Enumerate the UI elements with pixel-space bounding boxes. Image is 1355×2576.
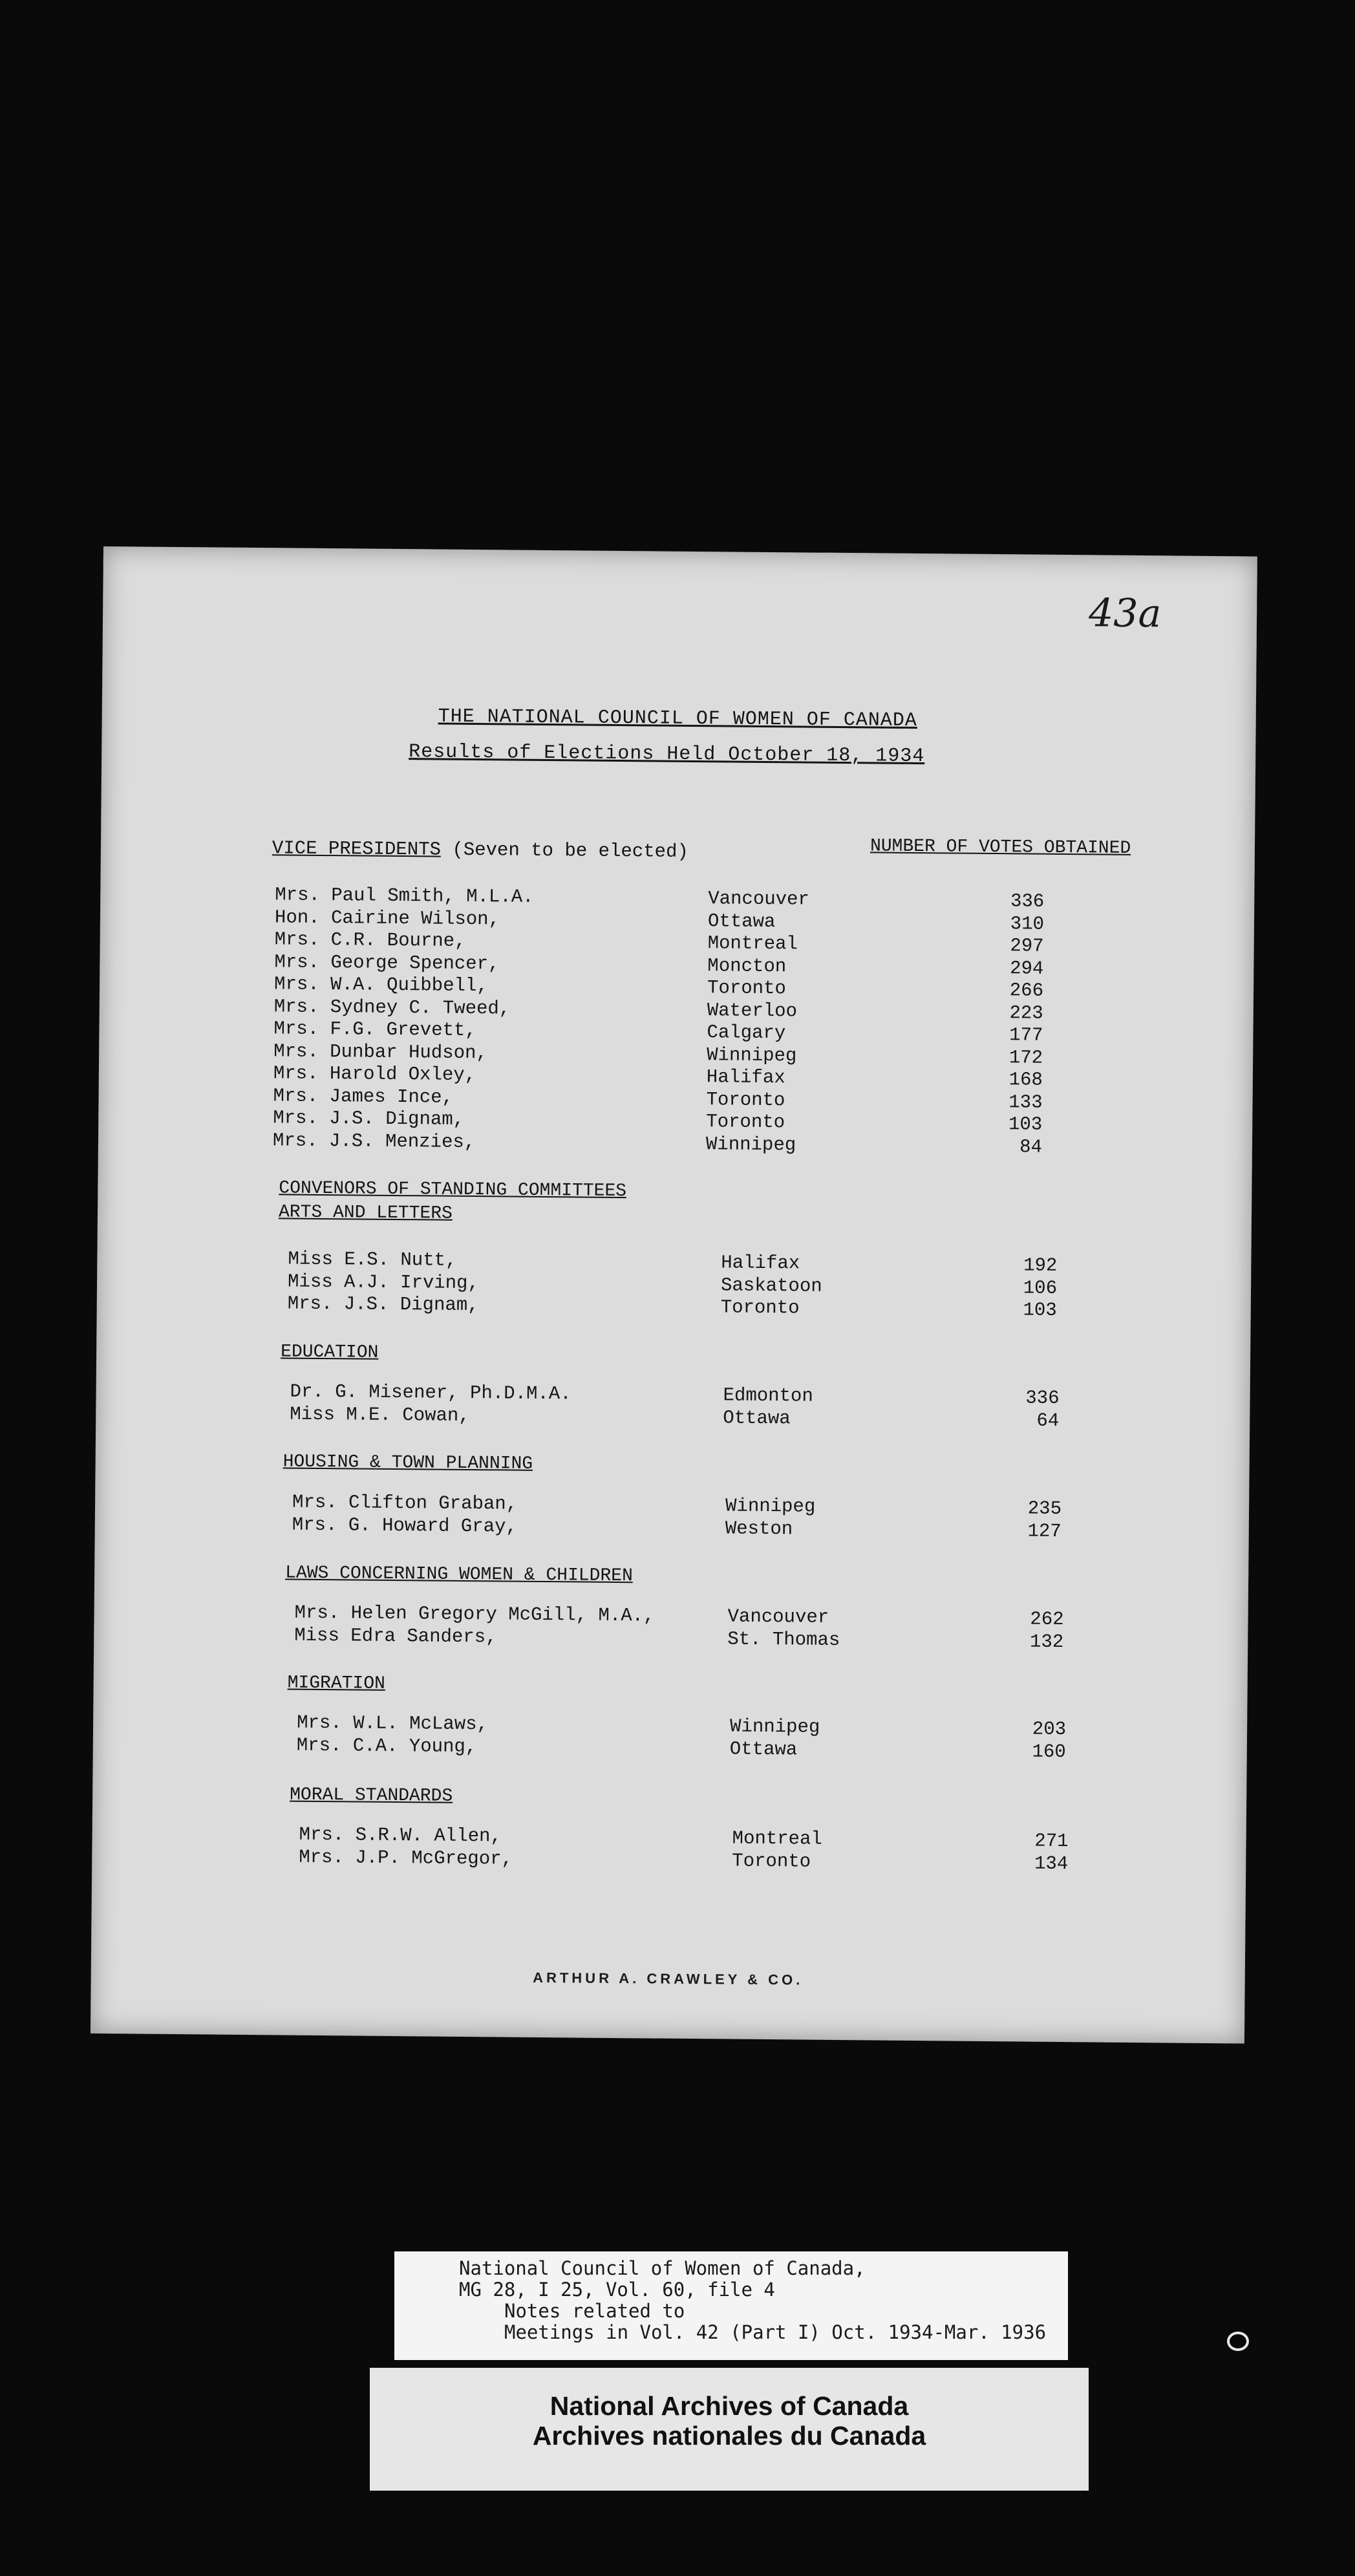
candidate-city: Waterloo (707, 999, 798, 1022)
candidate-votes: 266 (1009, 980, 1044, 1002)
candidate-city: Winnipeg (705, 1133, 796, 1155)
candidate-city: Vancouver (727, 1605, 829, 1628)
printer-footer: ARTHUR A. CRAWLEY & CO. (533, 1969, 804, 1988)
section-heading: ARTS AND LETTERS (278, 1202, 453, 1224)
candidate-city: Saskatoon (720, 1274, 822, 1297)
candidate-city: Montreal (707, 932, 798, 955)
catalog-line-1: National Council of Women of Canada, (459, 2257, 866, 2279)
document-subtitle: Results of Elections Held October 18, 1934 (409, 741, 925, 768)
section-heading: LAWS CONCERNING WOMEN & CHILDREN (285, 1563, 633, 1587)
vice-presidents-label: VICE PRESIDENTS (272, 837, 442, 861)
candidate-votes: 132 (1029, 1631, 1064, 1653)
section-heading: MORAL STANDARDS (290, 1785, 453, 1807)
candidate-votes: 336 (1010, 890, 1045, 912)
vice-presidents-heading (272, 837, 688, 863)
candidate-city: Winnipeg (707, 1044, 797, 1066)
candidate-name: Mrs. W.A. Quibbell, (273, 973, 488, 997)
candidate-name: Mrs. Paul Smith, M.L.A. (275, 884, 534, 908)
catalog-line-3: Notes related to (504, 2300, 685, 2322)
catalog-line-2: MG 28, I 25, Vol. 60, file 4 (459, 2279, 775, 2301)
candidate-votes: 103 (1008, 1113, 1043, 1135)
candidate-name: Mrs. Helen Gregory McGill, M.A., (294, 1602, 655, 1627)
vice-presidents-note: (Seven to be elected) (452, 839, 688, 863)
section-heading: EDUCATION (281, 1342, 379, 1363)
candidate-votes: 310 (1010, 912, 1045, 935)
candidate-city: Ottawa (707, 910, 776, 932)
candidate-votes: 134 (1034, 1852, 1069, 1874)
candidate-votes: 336 (1025, 1387, 1060, 1409)
candidate-votes: 203 (1032, 1718, 1067, 1741)
candidate-votes: 235 (1027, 1497, 1062, 1519)
page-number: 43a (1088, 590, 1162, 637)
candidate-name: Mrs. J.S. Dignam, (273, 1107, 465, 1130)
candidate-name: Mrs. Clifton Graban, (292, 1491, 518, 1515)
candidate-city: Halifax (706, 1066, 785, 1089)
candidate-city: Calgary (707, 1022, 786, 1044)
candidate-votes: 64 (1036, 1410, 1060, 1432)
document-page (91, 546, 1257, 2043)
candidate-name: Mrs. Dunbar Hudson, (273, 1040, 487, 1064)
candidate-city: St. Thomas (727, 1627, 840, 1651)
archives-card (370, 2368, 1089, 2491)
candidate-city: Toronto (707, 977, 787, 1000)
candidate-votes: 127 (1027, 1520, 1062, 1542)
candidate-votes: 297 (1010, 935, 1044, 957)
section-heading: MIGRATION (287, 1673, 386, 1694)
candidate-votes: 262 (1030, 1608, 1064, 1631)
candidate-city: Edmonton (723, 1384, 813, 1407)
candidate-votes: 160 (1032, 1741, 1066, 1763)
candidate-name: Mrs. Sydney C. Tweed, (273, 995, 511, 1020)
candidate-name: Mrs. George Spencer, (274, 950, 500, 974)
candidate-name: Mrs. Harold Oxley, (273, 1062, 476, 1086)
candidate-name: Mrs. F.G. Grevett, (273, 1018, 476, 1042)
candidate-name: Miss A.J. Irving, (287, 1271, 480, 1294)
candidate-name: Mrs. J.P. McGregor, (299, 1846, 513, 1870)
candidate-votes: 294 (1009, 957, 1044, 980)
candidate-votes: 106 (1023, 1276, 1058, 1299)
candidate-votes: 84 (1019, 1135, 1043, 1158)
candidate-name: Mrs. J.S. Dignam, (287, 1293, 479, 1316)
candidate-votes: 103 (1023, 1299, 1057, 1321)
catalog-card (394, 2251, 1068, 2360)
catalog-line-4: Meetings in Vol. 42 (Part I) Oct. 1934-Mar. 1936 (504, 2321, 1047, 2343)
candidate-city: Vancouver (708, 888, 810, 910)
candidate-name: Mrs. W.L. McLaws, (296, 1712, 489, 1735)
candidate-votes: 168 (1008, 1069, 1043, 1091)
candidate-name: Mrs. James Ince, (273, 1084, 454, 1108)
archives-name-english: National Archives of Canada (549, 2391, 909, 2421)
document-title: THE NATIONAL COUNCIL OF WOMEN OF CANADA (438, 705, 917, 732)
candidate-city: Weston (725, 1517, 793, 1540)
candidate-city: Ottawa (729, 1738, 798, 1760)
candidate-city: Toronto (732, 1850, 811, 1873)
candidate-votes: 192 (1023, 1254, 1058, 1276)
section-heading: HOUSING & TOWN PLANNING (283, 1452, 533, 1474)
candidate-city: Halifax (721, 1252, 800, 1274)
candidate-votes: 271 (1034, 1830, 1069, 1852)
candidate-city: Winnipeg (729, 1715, 820, 1738)
candidate-name: Mrs. C.R. Bourne, (274, 928, 466, 952)
candidate-name: Mrs. C.A. Young, (296, 1734, 477, 1757)
candidate-name: Dr. G. Misener, Ph.D.M.A. (290, 1380, 571, 1405)
candidate-name: Miss Edra Sanders, (294, 1624, 497, 1648)
candidate-votes: 223 (1009, 1002, 1043, 1024)
votes-heading: NUMBER OF VOTES OBTAINED (870, 836, 1131, 859)
candidate-city: Moncton (707, 954, 787, 977)
candidate-city: Winnipeg (725, 1495, 816, 1518)
candidate-name: Miss E.S. Nutt, (288, 1248, 457, 1271)
candidate-name: Mrs. J.S. Menzies, (272, 1129, 476, 1153)
candidate-name: Mrs. S.R.W. Allen, (299, 1823, 502, 1847)
candidate-votes: 177 (1009, 1024, 1043, 1046)
candidate-votes: 133 (1008, 1091, 1043, 1113)
candidate-city: Toronto (706, 1088, 785, 1111)
candidate-city: Toronto (720, 1296, 800, 1319)
candidate-name: Miss M.E. Cowan, (290, 1403, 470, 1426)
convenors-heading: CONVENORS OF STANDING COMMITTEES (279, 1178, 627, 1202)
archives-name-french: Archives nationales du Canada (532, 2421, 926, 2451)
candidate-city: Toronto (706, 1111, 785, 1133)
candidate-votes: 172 (1008, 1046, 1043, 1069)
candidate-city: Montreal (732, 1827, 822, 1850)
candidate-name: Mrs. G. Howard Gray, (292, 1514, 518, 1538)
ring-icon (1227, 2332, 1249, 2351)
candidate-name: Hon. Cairine Wilson, (274, 906, 500, 930)
candidate-city: Ottawa (723, 1406, 791, 1429)
